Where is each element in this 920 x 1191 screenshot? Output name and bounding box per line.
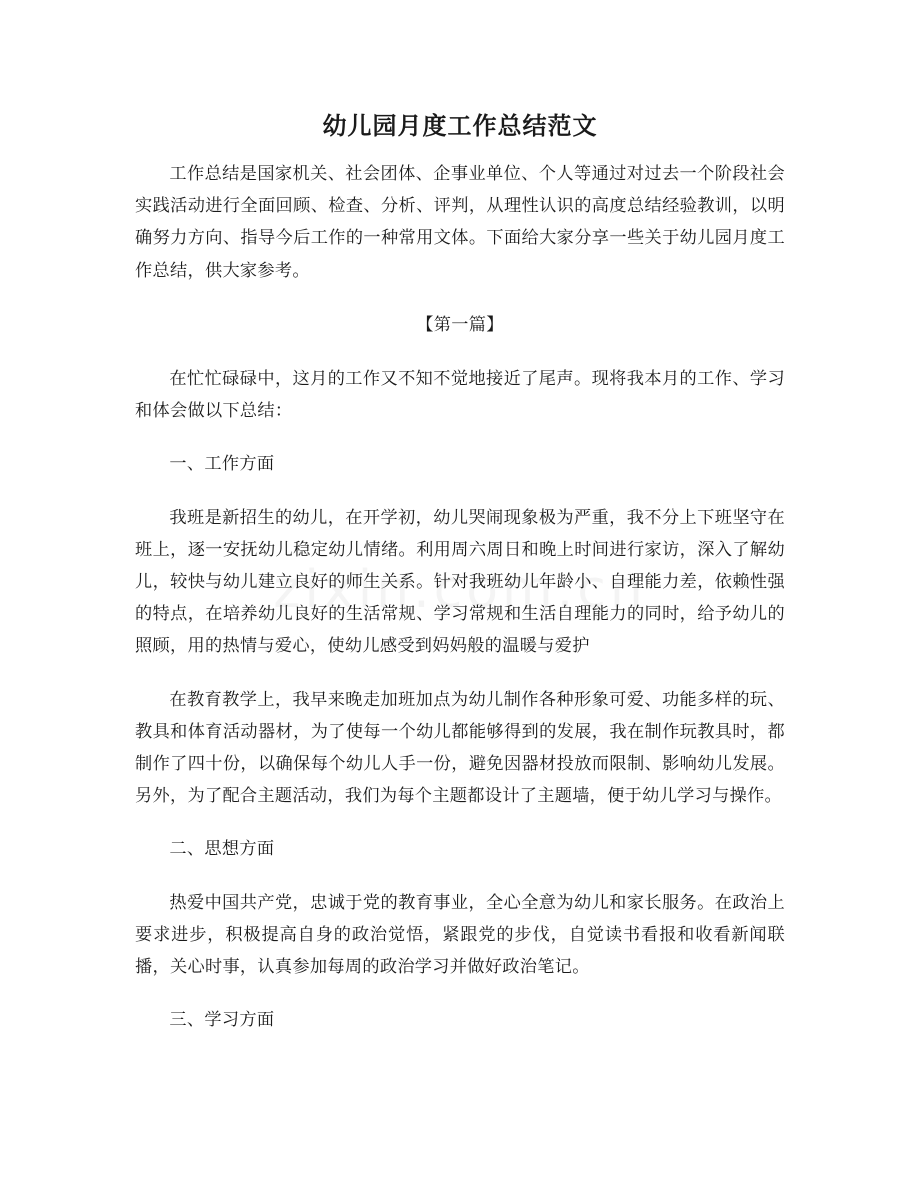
section-heading-work: 一、工作方面 xyxy=(169,454,275,475)
section-heading-study: 三、学习方面 xyxy=(169,1010,275,1031)
section-label: 【第一篇】 xyxy=(416,314,504,335)
intro-paragraph: 工作总结是国家机关、社会团体、企事业单位、个人等通过对过去一个阶段社会实践活动进行全面回顾、检查、分析、评判，从理性认识的高度总结经验教训，以明确努力方向、指导今后工作的一种常用文体。下面给大家分享一些关于幼儿园月度工作总结，供大家参考。 xyxy=(135,164,785,281)
work-paragraph-1: 我班是新招生的幼儿，在开学初，幼儿哭闹现象极为严重，我不分上下班坚守在班上，逐一安抚幼儿稳定幼儿情绪。利用周六周日和晚上时间进行家访，深入了解幼儿，较快与幼儿建立良好的师生关系。针对我班幼儿年龄小、自理能力差，依赖性强的特点，在培养幼儿良好的生活常规、学习常规和生活自理能力的同时，给予幼儿的照顾，用的热情与爱心，使幼儿感受到妈妈般的温暖与爱护 xyxy=(135,507,785,657)
opening-paragraph: 在忙忙碌碌中，这月的工作又不知不觉地接近了尾声。现将我本月的工作、学习和体会做以下总结： xyxy=(135,369,785,422)
document-body xyxy=(135,158,785,1036)
document-title: 幼儿园月度工作总结范文 xyxy=(322,111,598,140)
work-paragraph-2: 在教育教学上，我早来晚走加班加点为幼儿制作各种形象可爱、功能多样的玩、教具和体育活动器材，为了使每一个幼儿都能够得到的发展，我在制作玩教具时，都制作了四十份，以确保每个幼儿人手一份，避免因器材投放而限制、影响幼儿发展。另外，为了配合主题活动，我们为每个主题都设计了主题墙，便于幼儿学习与操作。 xyxy=(135,689,785,807)
thought-paragraph: 热爱中国共产党，忠诚于党的教育事业，全心全意为幼儿和家长服务。在政治上要求进步，积极提高自身的政治觉悟，紧跟党的步伐，自觉读书看报和收看新闻联播，关心时事，认真参加每周的政治学习并做好政治笔记。 xyxy=(135,892,785,978)
section-heading-thought: 二、思想方面 xyxy=(169,839,275,860)
